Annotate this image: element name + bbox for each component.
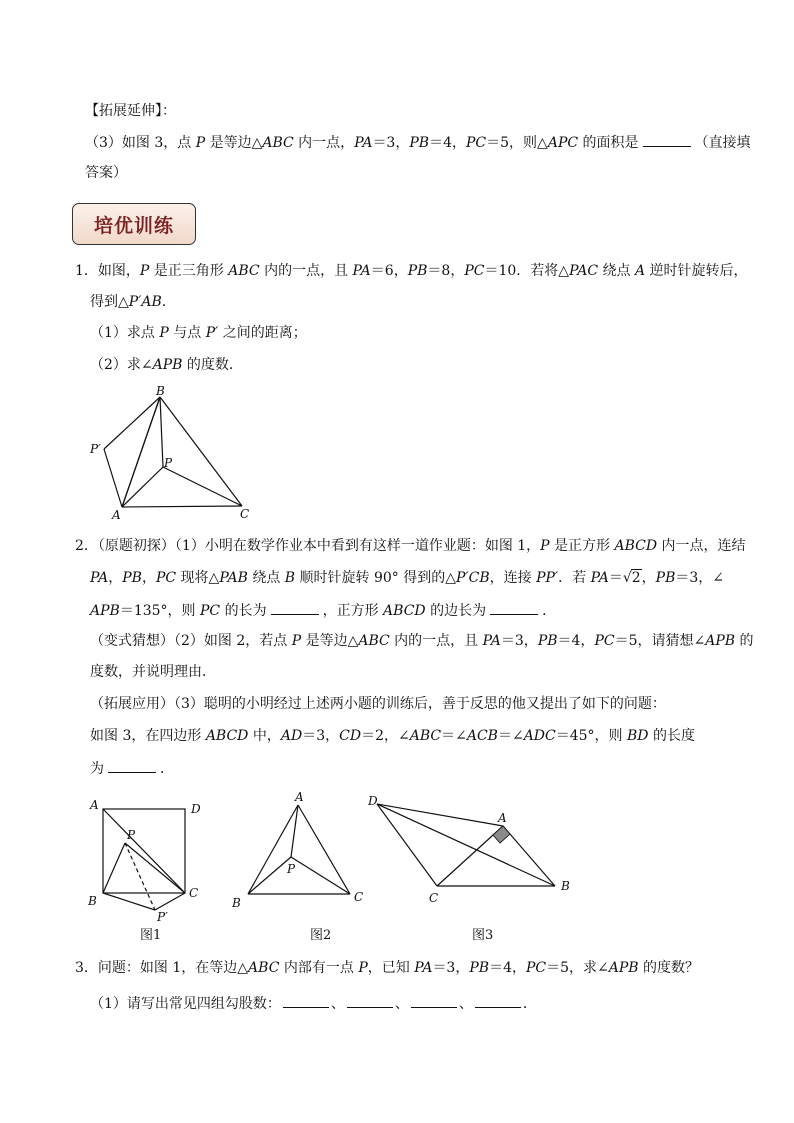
problem-2-line-1: 2．（原题初探）（1）小明在数学作业本中看到有这样一道作业题：如图 1，P 是正方形 ABCD 内一点，连结 (75, 538, 746, 554)
label-C: C (240, 507, 250, 521)
ext-question-3-cont: 答案） (85, 165, 127, 181)
problem-2-line-4: （变式猜想）（2）如图 2，若点 P 是等边△ABC 内的一点，且 PA＝3，PB＝4，PC＝5，请猜想∠APB 的 (90, 633, 754, 649)
problem-1-line-2: 得到△P′AB． (90, 294, 176, 310)
label-P-prime: P′ (90, 442, 101, 456)
section-badge: 培优训练 (72, 203, 196, 245)
problem-2-line-8: 为 ． (90, 758, 174, 779)
label-B: B (88, 894, 97, 908)
caption-2: 图2 (310, 928, 332, 943)
answer-blank[interactable] (347, 993, 393, 1008)
label-P: P (287, 862, 296, 876)
figure-2-triangle (228, 785, 378, 945)
label-P: P (164, 456, 173, 470)
problem-2-line-5: 度数，并说明理由． (90, 664, 216, 680)
figure-1-square (85, 795, 215, 945)
label-A: A (112, 508, 121, 522)
answer-blank[interactable] (271, 600, 319, 615)
problem-1-sub-2: （2）求∠APB 的度数． (90, 357, 243, 373)
problem-2-line-2: PA，PB，PC 现将△PAB 绕点 B 顺时针旋转 90° 得到的△P′CB，连接 PP′．若 PA＝√2，PB＝3，∠ (90, 570, 725, 586)
answer-blank[interactable] (283, 993, 329, 1008)
right-angle-mark (493, 826, 510, 843)
label-C: C (429, 891, 439, 905)
caption-1: 图1 (140, 928, 162, 943)
label-B: B (232, 896, 241, 910)
label-A: A (295, 790, 304, 804)
problem-1-figure (80, 385, 260, 525)
extension-heading: 【拓展延伸】： (85, 103, 176, 119)
problem-1-line-1: 1．如图，P 是正三角形 ABC 内的一点，且 PA＝6，PB＝8，PC＝10．若将△PAC 绕点 A 逆时针旋转后， (75, 263, 748, 279)
answer-blank[interactable] (490, 600, 538, 615)
answer-blank[interactable] (475, 993, 521, 1008)
label-B: B (156, 385, 165, 398)
figure-3-quadrilateral (365, 790, 585, 945)
label-A: A (90, 798, 99, 812)
label-P: P (127, 828, 136, 842)
label-A: A (498, 811, 507, 825)
problem-2-line-6: （拓展应用）（3）聪明的小明经过上述两小题的训练后，善于反思的他又提出了如下的问题： (90, 696, 666, 712)
answer-blank[interactable] (411, 993, 457, 1008)
problem-2-line-3: APB＝135°，则 PC 的长为 ，正方形 ABCD 的边长为 ． (90, 600, 556, 621)
problem-3-line-2: （1）请写出常见四组勾股数： 、 、 、 ． (90, 993, 537, 1014)
label-C: C (354, 890, 364, 904)
problem-1-sub-1: （1）求点 P 与点 P′ 之间的距离； (90, 325, 307, 341)
label-D: D (368, 794, 378, 808)
ext-question-3: （3）如图 3，点 P 是等边△ABC 内一点，PA＝3，PB＝4，PC＝5，则△APC 的面积是 （直接填 (85, 132, 751, 153)
caption-3: 图3 (472, 928, 494, 943)
label-B: B (561, 879, 570, 893)
label-C: C (189, 886, 199, 900)
problem-3-line-1: 3．问题：如图 1，在等边△ABC 内部有一点 P，已知 PA＝3，PB＝4，PC＝5，求∠APB 的度数？ (75, 960, 700, 976)
label-P-prime: P′ (157, 910, 168, 924)
label-D: D (191, 802, 201, 816)
problem-2-line-7: 如图 3，在四边形 ABCD 中，AD＝3，CD＝2，∠ABC＝∠ACB＝∠ADC＝45°，则 BD 的长度 (90, 728, 695, 744)
answer-blank[interactable] (108, 758, 156, 773)
answer-blank[interactable] (643, 132, 691, 147)
